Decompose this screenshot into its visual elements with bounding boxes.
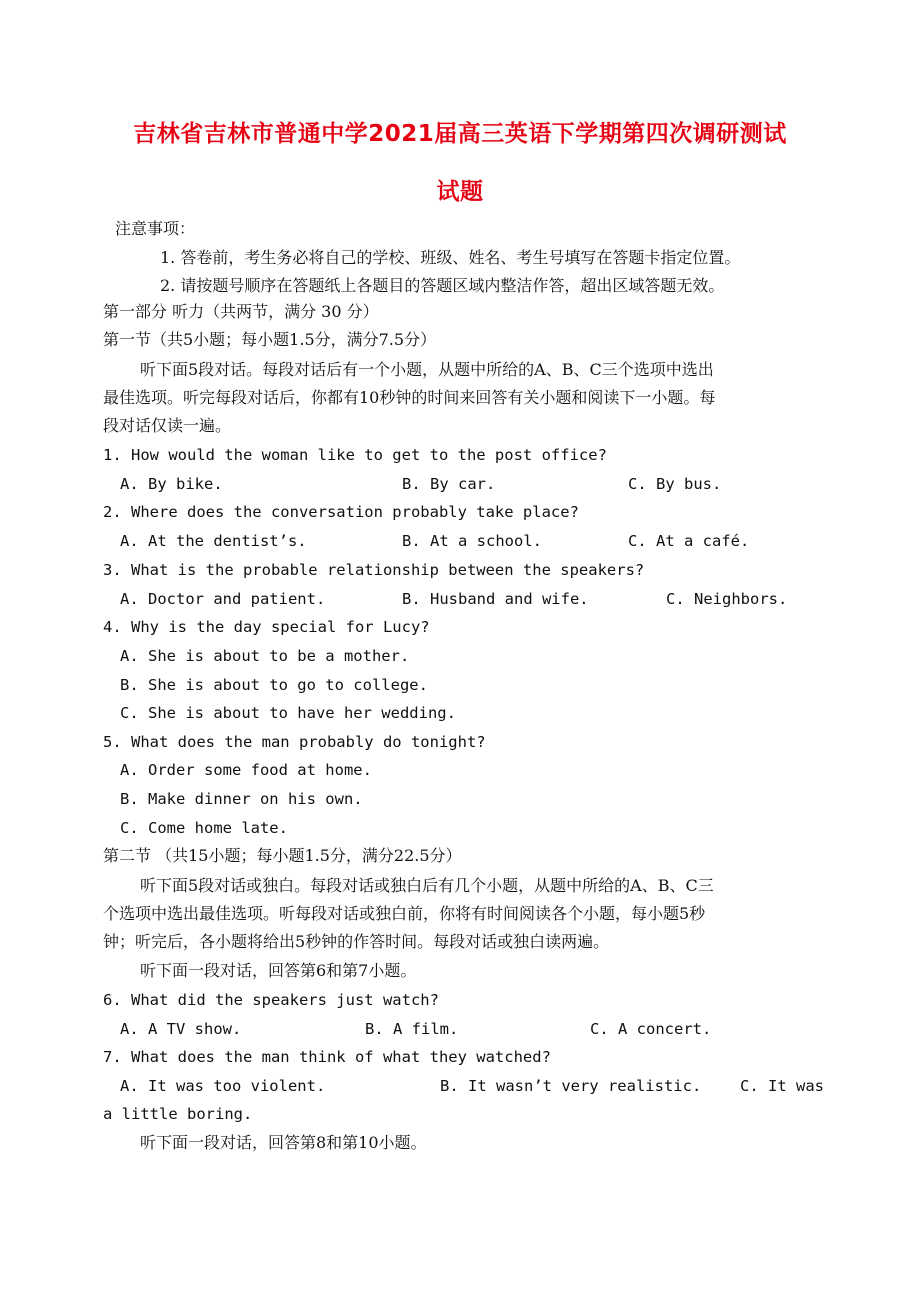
question-2-stem: 2. Where does the conversation probably take place? [103,503,579,521]
question-4-option-b: B. She is about to go to college. [120,676,428,694]
notice-item-2: 2. 请按题号顺序在答题纸上各题目的答题区域内整洁作答，超出区域答题无效。 [160,276,725,295]
question-3-option-c: C. Neighbors. [666,590,788,608]
dialog-6-7-instruction: 听下面一段对话，回答第6和第7小题。 [140,961,417,980]
title-line-1: 吉林省吉林市普通中学2021届高三英语下学期第四次调研测试 [133,121,787,147]
question-6-option-b: B. A film. [365,1020,459,1038]
section1-intro-line-1: 听下面5段对话。每段对话后有一个小题，从题中所给的A、B、C三个选项中选出 [140,360,714,379]
question-2-option-b: B. At a school. [402,532,542,550]
question-6-option-c: C. A concert. [590,1020,712,1038]
dialog-8-10-instruction: 听下面一段对话，回答第8和第10小题。 [140,1133,427,1152]
section1-intro-line-2: 最佳选项。听完每段对话后，你都有10秒钟的时间来回答有关小题和阅读下一小题。每 [103,388,716,407]
question-4-stem: 4. Why is the day special for Lucy? [103,618,430,636]
question-4-option-a: A. She is about to be a mother. [120,647,410,665]
section2-heading: 第二节 （共15小题；每小题1.5分，满分22.5分） [103,846,462,865]
question-7-option-a: A. It was too violent. [120,1077,326,1095]
section1-intro-line-3: 段对话仅读一遍。 [103,416,232,435]
question-7-option-b: B. It wasn’t very realistic. [440,1077,702,1095]
question-1-option-b: B. By car. [402,475,496,493]
question-6-option-a: A. A TV show. [120,1020,242,1038]
question-3-option-b: B. Husband and wife. [402,590,589,608]
question-5-option-a: A. Order some food at home. [120,761,372,779]
question-5-stem: 5. What does the man probably do tonight? [103,733,486,751]
question-4-option-c: C. She is about to have her wedding. [120,704,456,722]
question-6-stem: 6. What did the speakers just watch? [103,991,439,1009]
notice-item-1: 1. 答卷前，考生务必将自己的学校、班级、姓名、考生号填写在答题卡指定位置。 [160,248,741,267]
question-7-stem: 7. What does the man think of what they watched? [103,1048,551,1066]
question-3-stem: 3. What is the probable relationship between the speakers? [103,561,645,579]
title-line-2: 试题 [436,179,484,205]
question-1-option-a: A. By bike. [120,475,223,493]
part1-heading: 第一部分 听力（共两节，满分 30 分） [103,302,379,321]
question-2-option-a: A. At the dentist’s. [120,532,307,550]
section2-intro-line-1: 听下面5段对话或独白。每段对话或独白后有几个小题，从题中所给的A、B、C三 [140,876,714,895]
question-7-option-c: C. It was [740,1077,824,1095]
question-1-option-c: C. By bus. [628,475,722,493]
question-1-stem: 1. How would the woman like to get to the post office? [103,446,607,464]
question-7-option-c-continued: a little boring. [103,1105,253,1123]
question-5-option-c: C. Come home late. [120,819,288,837]
section2-intro-line-3: 钟；听完后，各小题将给出5秒钟的作答时间。每段对话或独白读两遍。 [103,932,610,951]
question-2-option-c: C. At a café. [628,532,750,550]
question-3-option-a: A. Doctor and patient. [120,590,326,608]
question-5-option-b: B. Make dinner on his own. [120,790,363,808]
notice-heading: 注意事项： [115,219,196,238]
section2-intro-line-2: 个选项中选出最佳选项。听每段对话或独白前，你将有时间阅读各个小题，每小题5秒 [103,904,706,923]
section1-heading: 第一节（共5小题；每小题1.5分，满分7.5分） [103,330,437,349]
